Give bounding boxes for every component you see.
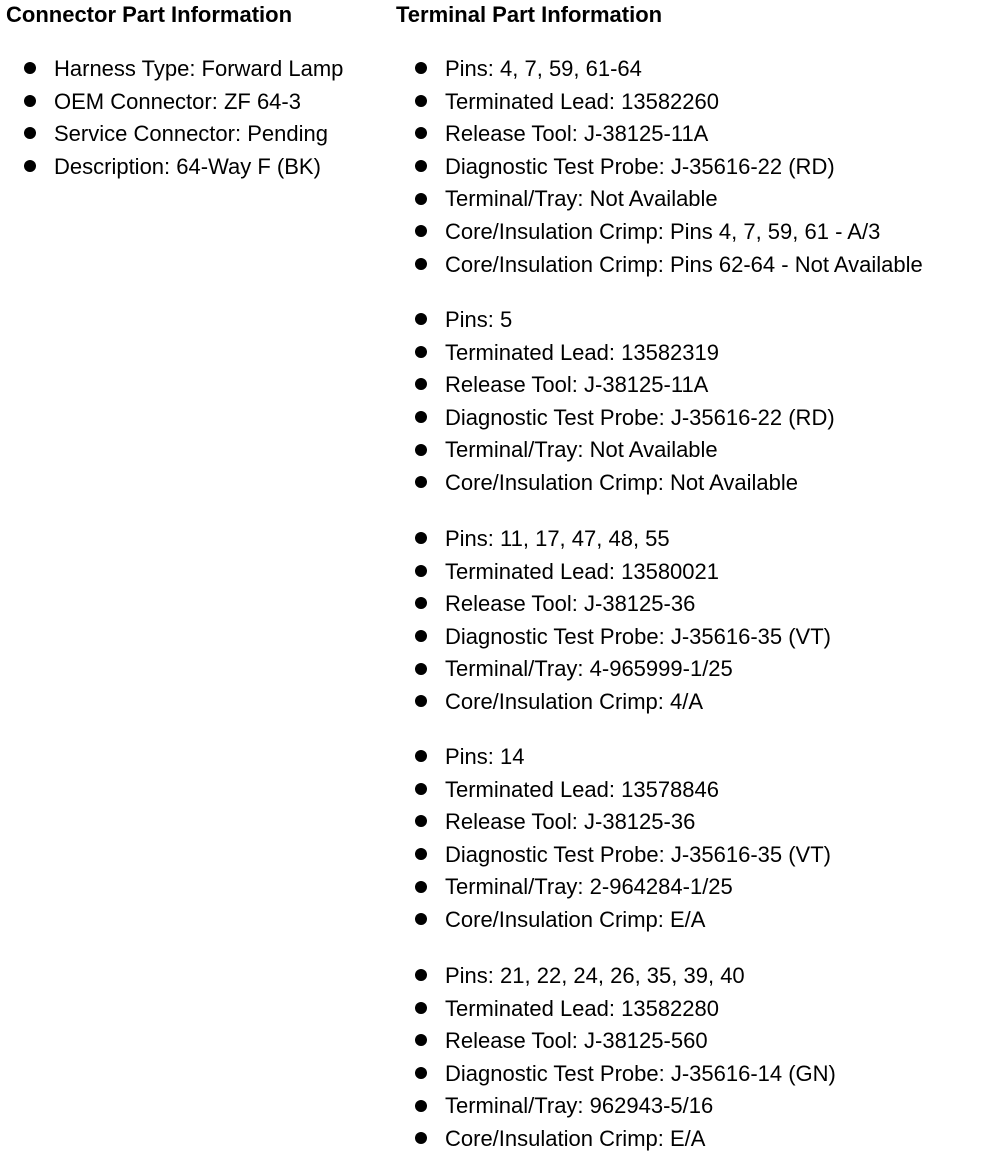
bullet-icon — [415, 411, 427, 423]
bullet-icon — [24, 160, 36, 172]
bullet-icon — [415, 695, 427, 707]
bullet-icon — [415, 881, 427, 893]
list-item-text: Terminated Lead: 13582319 — [445, 339, 719, 365]
bullet-icon — [415, 378, 427, 390]
list-item-text: Diagnostic Test Probe: J-35616-35 (VT) — [445, 623, 831, 649]
list-item-text: OEM Connector: ZF 64-3 — [54, 88, 301, 114]
list-item-text: Pins: 5 — [445, 307, 513, 332]
bullet-icon — [415, 476, 427, 488]
bullet-icon — [415, 193, 427, 205]
bullet-icon — [415, 783, 427, 795]
bullet-icon — [24, 127, 36, 139]
bullet-icon — [415, 663, 427, 675]
list-item-text: Release Tool: J-38125-560 — [445, 1028, 708, 1054]
list-item-text: Terminal/Tray: 2-964284-1/25 — [445, 874, 733, 900]
list-item-text: Core/Insulation Crimp: E/A — [445, 906, 706, 932]
list-item-text: Pins: 11, 17, 47, 48, 55 — [445, 526, 670, 551]
list-item-text: Terminal/Tray: 962943-5/16 — [445, 1093, 714, 1119]
list-item-text: Diagnostic Test Probe: J-35616-14 (GN) — [445, 1060, 836, 1086]
bullet-icon — [415, 258, 427, 270]
bullet-icon — [415, 444, 427, 456]
bullet-icon — [415, 95, 427, 107]
list-item-text: Release Tool: J-38125-36 — [445, 591, 696, 617]
list-item-text: Terminated Lead: 13582280 — [445, 995, 719, 1021]
list-item-text: Core/Insulation Crimp: 4/A — [445, 688, 703, 714]
bullet-icon — [415, 1132, 427, 1144]
list-item-text: Release Tool: J-38125-36 — [445, 809, 696, 835]
list-item-text: Diagnostic Test Probe: J-35616-35 (VT) — [445, 841, 831, 867]
list-item-text: Terminal/Tray: 4-965999-1/25 — [445, 656, 733, 682]
list-item-text: Terminal/Tray: Not Available — [445, 186, 718, 212]
list-item-text: Terminal/Tray: Not Available — [445, 437, 718, 463]
bullet-icon — [415, 848, 427, 860]
list-item-text: Terminated Lead: 13580021 — [445, 558, 719, 584]
list-item-text: Release Tool: J-38125-11A — [445, 372, 709, 398]
list-item-text: Pins: 14 — [445, 744, 525, 769]
list-item-text: Service Connector: Pending — [54, 121, 328, 147]
bullet-icon — [415, 532, 427, 544]
bullet-icon — [415, 815, 427, 827]
bullet-icon — [415, 1002, 427, 1014]
list-item-text: Core/Insulation Crimp: Pins 62-64 - Not Available — [445, 251, 923, 277]
list-item-text: Harness Type: Forward Lamp — [54, 56, 344, 81]
list-item-text: Core/Insulation Crimp: E/A — [445, 1125, 706, 1151]
bullet-icon — [415, 127, 427, 139]
list-item-text: Terminated Lead: 13582260 — [445, 88, 719, 114]
terminal-part-heading: Terminal Part Information — [396, 2, 663, 27]
list-item-text: Diagnostic Test Probe: J-35616-22 (RD) — [445, 404, 835, 430]
list-item-text: Pins: 21, 22, 24, 26, 35, 39, 40 — [445, 963, 745, 988]
list-item-text: Core/Insulation Crimp: Pins 4, 7, 59, 61 - A/3 — [445, 218, 881, 244]
bullet-icon — [24, 62, 36, 74]
bullet-icon — [415, 969, 427, 981]
bullet-icon — [415, 597, 427, 609]
bullet-icon — [415, 1034, 427, 1046]
bullet-icon — [415, 1067, 427, 1079]
bullet-icon — [415, 565, 427, 577]
bullet-icon — [24, 95, 36, 107]
bullet-icon — [415, 913, 427, 925]
bullet-icon — [415, 346, 427, 358]
bullet-icon — [415, 630, 427, 642]
bullet-icon — [415, 750, 427, 762]
list-item-text: Core/Insulation Crimp: Not Available — [445, 469, 798, 495]
list-item-text: Diagnostic Test Probe: J-35616-22 (RD) — [445, 153, 835, 179]
list-item-text: Terminated Lead: 13578846 — [445, 776, 719, 802]
bullet-icon — [415, 313, 427, 325]
list-item-text: Description: 64-Way F (BK) — [54, 153, 321, 179]
bullet-icon — [415, 225, 427, 237]
list-item-text: Release Tool: J-38125-11A — [445, 121, 709, 147]
bullet-icon — [415, 160, 427, 172]
bullet-icon — [415, 1100, 427, 1112]
list-item-text: Pins: 4, 7, 59, 61-64 — [445, 56, 642, 81]
bullet-icon — [415, 62, 427, 74]
connector-part-heading: Connector Part Information — [6, 2, 293, 27]
